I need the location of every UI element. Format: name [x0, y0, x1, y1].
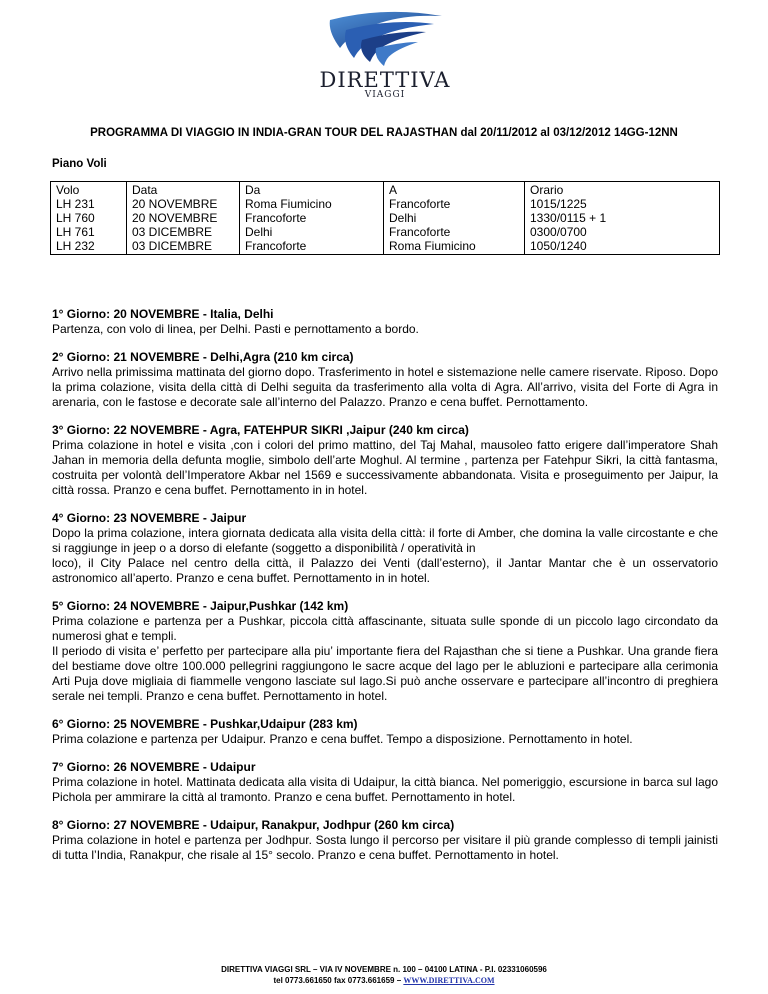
day-title: 4° Giorno: 23 NOVEMBRE - Jaipur [52, 511, 247, 525]
flight-table [50, 181, 720, 255]
flight-date: 03 DICEMBRE [132, 225, 213, 239]
day-title: 6° Giorno: 25 NOVEMBRE - Pushkar,Udaipur (283 km) [52, 717, 358, 731]
day-text: Dopo la prima colazione, intera giornata dedicata alla visita della città: il forte di Amber, che domina la valle circostante e che si raggiunge in jeep o a dorso di elefante (soggetto a disponibilità / operatività in [52, 526, 718, 555]
flight-code: LH 232 [56, 239, 95, 253]
flight-time: 1050/1240 [530, 239, 587, 253]
day-text: Prima colazione in hotel e visita ,con i colori del primo mattino, del Taj Mahal, mausoleo fatto erigere dall’imperatore Shah Jahan in memoria della defunta moglie, simbolo dell’arte Moghul. Al termine , partenza per Fatehpur Sikri, la città fantasma, costruita per volontà dell’Imperatore Akbar nel 1569 e successivamente abbandonata. Visita e proseguimento per Jaipur, la città rossa. Pranzo e cena buffet. Pernottamento in in hotel. [52, 438, 718, 497]
day-block [52, 599, 718, 704]
itinerary [52, 307, 718, 876]
day-title: 3° Giorno: 22 NOVEMBRE - Agra, FATEHPUR SIKRI ,Jaipur (240 km circa) [52, 423, 469, 437]
flight-origin: Roma Fiumicino [245, 197, 332, 211]
date-cell [127, 182, 240, 255]
header-orario: Orario [530, 183, 564, 197]
day-title: 8° Giorno: 27 NOVEMBRE - Udaipur, Ranakpur, Jodhpur (260 km circa) [52, 818, 455, 832]
day-block [52, 760, 718, 805]
day-block [52, 307, 718, 337]
footer-contacts [0, 975, 768, 986]
flight-time: 0300/0700 [530, 225, 587, 239]
flight-date: 20 NOVEMBRE [132, 211, 218, 225]
logo-brand: DIRETTIVA [319, 68, 451, 92]
flight-date: 20 NOVEMBRE [132, 197, 218, 211]
day-block [52, 511, 718, 586]
footer-address: DIRETTIVA VIAGGI SRL – VIA IV NOVEMBRE n. 100 – 04100 LATINA - P.I. 02331060596 [221, 965, 547, 974]
flight-destination: Delhi [389, 211, 417, 225]
flight-time: 1015/1225 [530, 197, 587, 211]
day-block [52, 717, 718, 747]
day-block [52, 818, 718, 863]
document-title: PROGRAMMA DI VIAGGIO IN INDIA-GRAN TOUR DEL RAJASTHAN dal 20/11/2012 al 03/12/2012 14GG-12NN [90, 127, 678, 139]
day-text: Prima colazione in hotel. Mattinata dedicata alla visita di Udaipur, la città bianca. Nel pomeriggio, escursione in barca sul lago Pichola per ammirare la città al tramonto. Pranzo e cena buffet. Pernottamento in hotel. [52, 775, 718, 804]
destination-cell [384, 182, 525, 255]
logo-sub: VIAGGI [364, 90, 406, 100]
day-text: Prima colazione e partenza per Udaipur. Pranzo e cena buffet. Tempo a disposizione. Pernottamento in hotel. [52, 732, 633, 746]
day-title: 5° Giorno: 24 NOVEMBRE - Jaipur,Pushkar (142 km) [52, 599, 349, 613]
company-logo [290, 8, 480, 108]
time-cell [525, 182, 720, 255]
flight-origin: Francoforte [245, 239, 307, 253]
table-row [51, 182, 720, 255]
day-text: Partenza, con volo di linea, per Delhi. Pasti e pernottamento a bordo. [52, 322, 419, 336]
section-heading: Piano Voli [52, 158, 107, 170]
flight-origin: Delhi [245, 225, 273, 239]
flight-time: 1330/0115 + 1 [530, 211, 607, 225]
day-text: Arrivo nella primissima mattinata del giorno dopo. Trasferimento in hotel e sistemazione nelle camere riservate. Riposo. Dopo la prima colazione, visita della città di Delhi seguita da trasferimento alla volta di Agra. All’arrivo, visita del Forte di Agra in arenaria, con le fastose e decorate sale all’interno del Palazzo. Pranzo e cena buffet. Pernottamento. [52, 365, 718, 409]
footer-phone: tel 0773.661650 fax 0773.661659 – [273, 976, 402, 985]
flight-code: LH 231 [56, 197, 95, 211]
page-footer [0, 964, 768, 986]
header-volo: Volo [56, 183, 80, 197]
flight-destination: Francoforte [389, 225, 451, 239]
day-text: Prima colazione e partenza per a Pushkar, piccola città affascinante, situata sulle sponde di un piccolo lago circondato da numerosi ghat e templi. [52, 614, 718, 643]
flight-code: LH 760 [56, 211, 95, 225]
website-link[interactable]: WWW.DIRETTIVA.COM [403, 976, 495, 985]
origin-cell [240, 182, 384, 255]
flight-code: LH 761 [56, 225, 95, 239]
header-data: Data [132, 183, 158, 197]
day-text: Prima colazione in hotel e partenza per Jodhpur. Sosta lungo il percorso per visitare il più grande complesso di templi jainisti di tutta l’India, Ranakpur, che risale al 15° secolo. Pranzo e cena buffet. Pernottamento in hotel. [52, 833, 718, 862]
day-text: loco), il City Palace nel centro della città, il Palazzo dei Venti (dall’esterno), il Jantar Mantar che è un osservatorio astronomico all’aperto. Pranzo e cena buffet. Pernottamento in in hotel. [52, 556, 718, 585]
header-a: A [389, 183, 398, 197]
day-title: 7° Giorno: 26 NOVEMBRE - Udaipur [52, 760, 256, 774]
day-text: Il periodo di visita e’ perfetto per partecipare alla piu’ importante fiera del Rajasthan che si tiene a Pushkar. Una grande fiera del bestiame dove oltre 100.000 pellegrini raggiungono le sacre acque del lago per le abluzioni e partecipare alla cerimonia Arti Puja dove migliaia di fiammelle vengono lasciate sul lago.Si può anche osservare e partecipare all’incontro di preghiera serale nei templi. Pranzo e cena buffet. Pernottamento in hotel. [52, 644, 718, 703]
header-da: Da [245, 183, 261, 197]
day-block [52, 423, 718, 498]
flight-cell [51, 182, 127, 255]
day-block [52, 350, 718, 410]
flight-date: 03 DICEMBRE [132, 239, 213, 253]
flight-destination: Roma Fiumicino [389, 239, 476, 253]
day-title: 1° Giorno: 20 NOVEMBRE - Italia, Delhi [52, 307, 274, 321]
flight-origin: Francoforte [245, 211, 307, 225]
flight-destination: Francoforte [389, 197, 451, 211]
day-title: 2° Giorno: 21 NOVEMBRE - Delhi,Agra (210 km circa) [52, 350, 354, 364]
wing-logo-icon [310, 8, 460, 70]
